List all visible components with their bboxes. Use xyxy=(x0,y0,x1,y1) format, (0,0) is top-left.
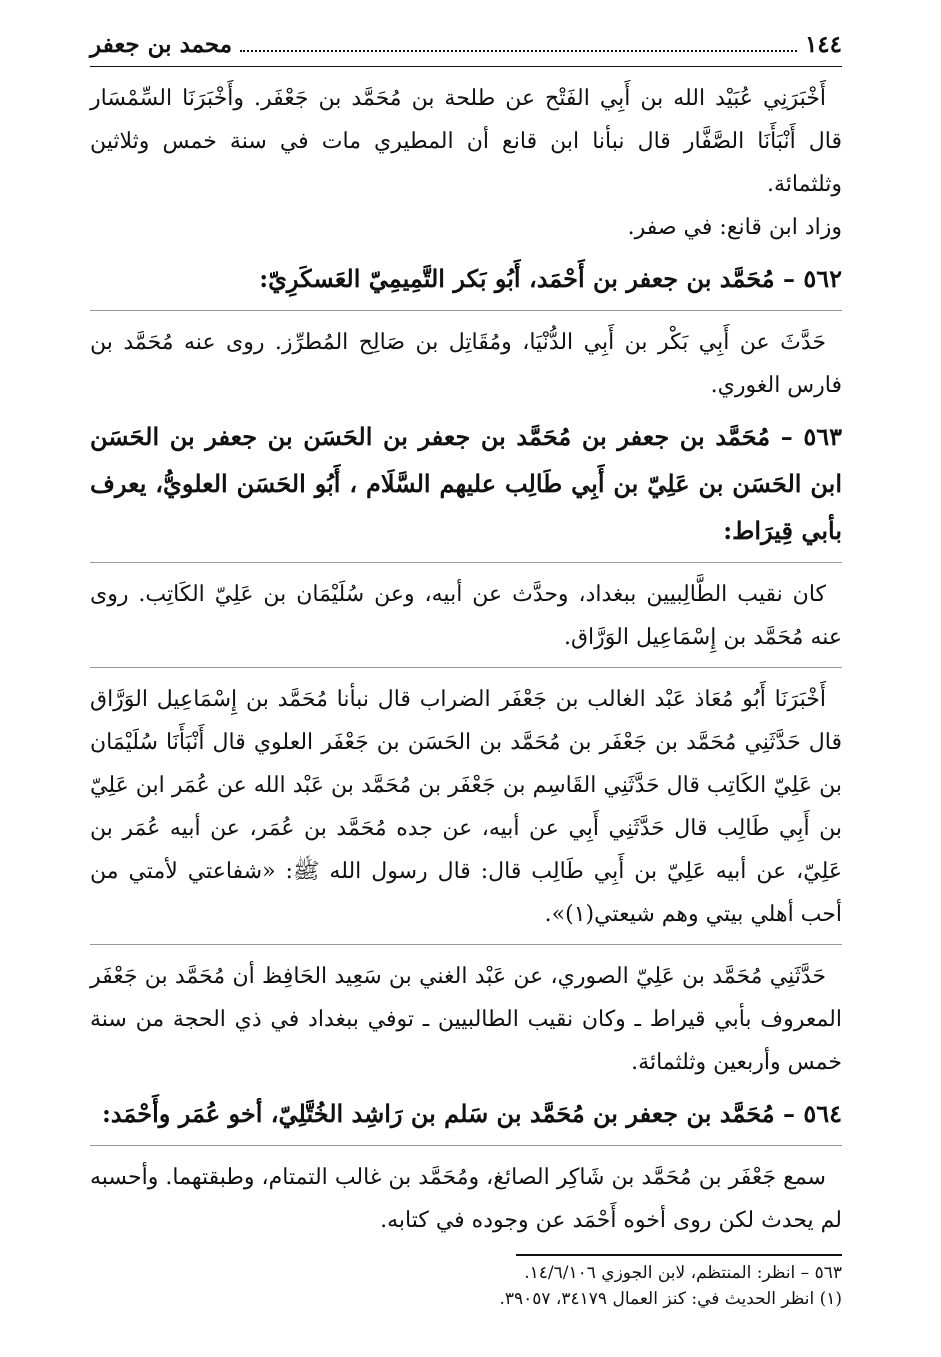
page-number: ١٤٤ xyxy=(804,31,842,58)
entry-title-564: ٥٦٤ – مُحَمَّد بن جعفر بن مُحَمَّد بن سَلم بن رَاشِد الخُتَّلِيّ، أخو عُمَر وأَحْمَد: xyxy=(101,1099,842,1128)
header-dotted-leader xyxy=(240,50,797,52)
entry-title-563: ٥٦٣ – مُحَمَّد بن جعفر بن مُحَمَّد بن جعفر بن الحَسَن بن جعفر بن الحَسَن ابن الحَسَن بن عَلِيّ بن أَبِي طَالِب عليهم السَّلَام ، أَبُو الحَسَن العلويُّ، يعرف بأبي قِيرَاط: xyxy=(90,422,842,545)
entry-title-562: ٥٦٢ – مُحَمَّد بن جعفر بن أَحْمَد، أَبُو بَكر التَّمِيمِيّ العَسكَرِيّ: xyxy=(259,264,842,293)
footnotes xyxy=(90,1260,842,1312)
page-header xyxy=(90,28,842,67)
footnote-563: ٥٦٣ – انظر: المنتظم، لابن الجوزي ١٤/٦/١٠٦. xyxy=(524,1263,842,1283)
entry-563-hadith: أَخْبَرَنَا أَبُو مُعَاذ عَبْد الغالب بن جَعْفَر الضراب قال نبأنا مُحَمَّد بن إِسْمَاعِيل الوَرَّاق قال حَدَّثَنِي مُحَمَّد بن جَعْفَر بن مُحَمَّد بن الحَسَن بن جَعْفَر العلوي قال أَنْبَأَنَا سُلَيْمَان بن عَلِيّ الكَاتِب قال حَدَّثَنِي القَاسِم بن جَعْفَر بن مُحَمَّد بن عَبْد الله عن عُمَر ابن عَلِيّ بن أَبِي طَالِب قال حَدَّثَنِي أَبِي عن أبيه، عن جده مُحَمَّد بن عُمَر، عن أبيه عُمَر بن عَلِيّ، عن أبيه عَلِيّ بن أَبِي طَالِب قال: قال رسول الله ﷺ: «شفاعتي لأمتي من أحب أهلي بيتي وهم شيعتي(١)». xyxy=(90,687,842,927)
running-title: محمد بن جعفر xyxy=(90,31,233,58)
divider xyxy=(90,1145,842,1146)
entry-562-body: حَدَّثَ عن أَبِي بَكْر بن أَبِي الدُّنْيَا، ومُقَاتِل بن صَالِح المُطرِّز. روى عنه مُحَمَّد بن فارس الغوري. xyxy=(90,330,842,398)
entry-563-death: حَدَّثَنِي مُحَمَّد بن عَلِيّ الصوري، عن عَبْد الغني بن سَعِيد الحَافِظ أن مُحَمَّد بن جَعْفَر المعروف بأبي قيراط ـ وكان نقيب الطالبيين ـ توفي ببغداد في ذي الحجة من سنة خمس وأربعين وثلثمائة. xyxy=(90,964,842,1075)
paragraph-addition: وزاد ابن قانع: في صفر. xyxy=(627,215,842,240)
footnote-1: (١) انظر الحديث في: كنز العمال ٣٤١٧٩، ٣٩٠٥٧. xyxy=(499,1289,842,1309)
paragraph-chain-1: أَخْبَرَنِي عُبَيْد الله بن أَبِي الفَتْح عن طلحة بن مُحَمَّد بن جَعْفَر. وأَخْبَرَنَا السِّمْسَار قال أَنْبَأَنَا الصَّفَّار قال نبأنا ابن قانع أن المطيري مات في سنة خمس وثلاثين وثلثمائة. xyxy=(90,86,842,197)
entry-564-body: سمع جَعْفَر بن مُحَمَّد بن شَاكِر الصائغ، ومُحَمَّد بن غالب التمتام، وطبقتهما. وأحسبه لم يحدث لكن روى أخوه أَحْمَد عن وجوده في كتابه. xyxy=(90,1165,842,1233)
divider xyxy=(90,310,842,311)
footnote-separator xyxy=(516,1254,842,1256)
divider xyxy=(90,944,842,945)
book-page xyxy=(90,28,842,1312)
divider xyxy=(90,667,842,668)
divider xyxy=(90,562,842,563)
entry-563-body: كان نقيب الطَّالِبيين ببغداد، وحدَّث عن أبيه، وعن سُلَيْمَان بن عَلِيّ الكَاتِب. روى عنه مُحَمَّد بن إِسْمَاعِيل الوَرَّاق. xyxy=(90,582,842,650)
